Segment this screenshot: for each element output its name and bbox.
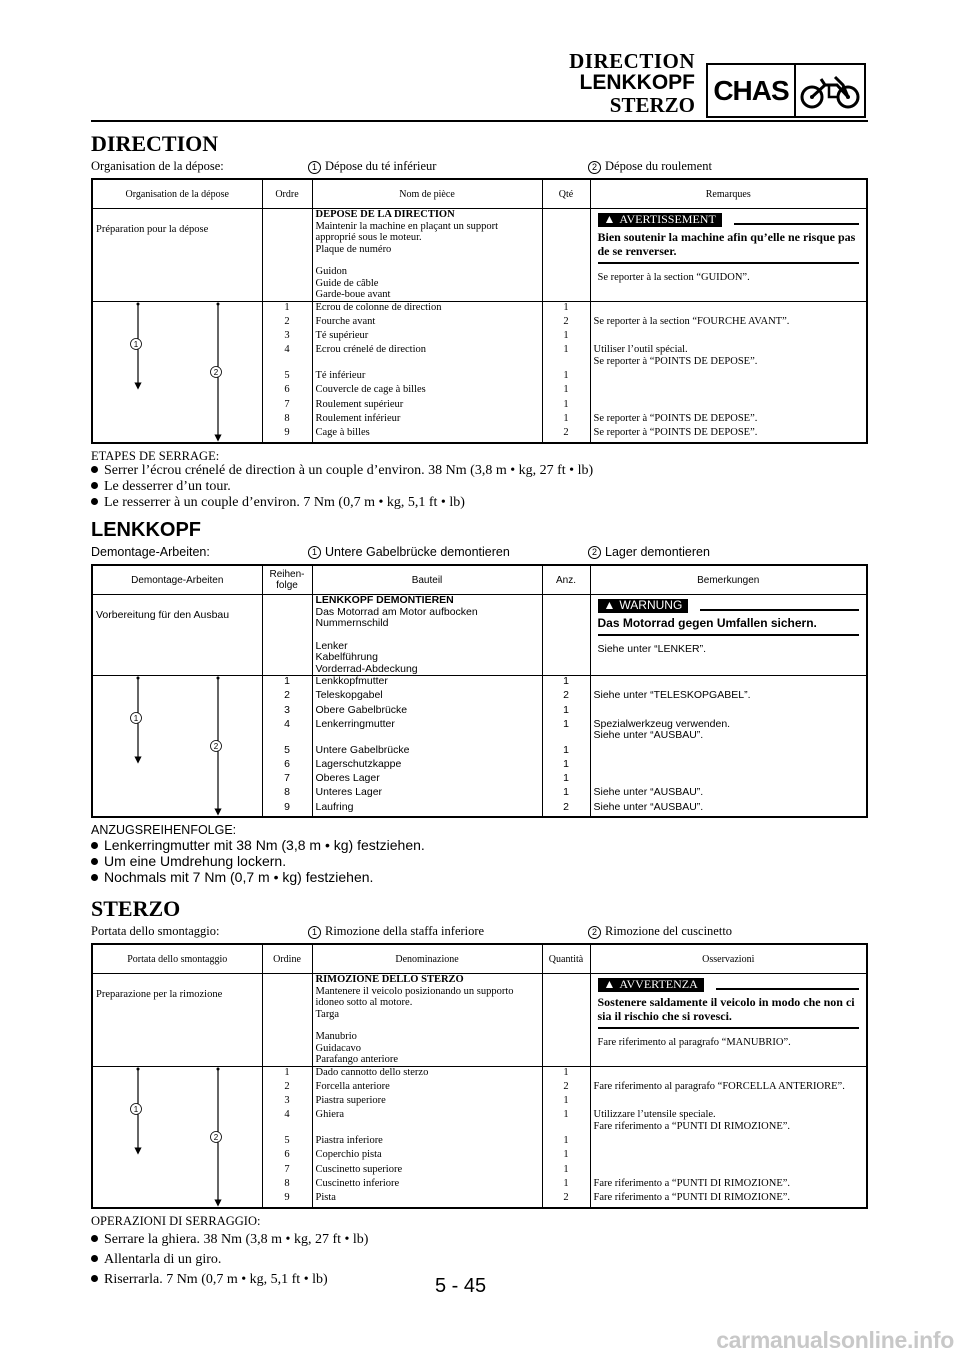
row-order: 9: [262, 802, 312, 817]
org-step-2: 2 Rimozione del cuscinetto: [588, 922, 732, 940]
row-remark: Siehe unter “TELESKOPGABEL”.: [590, 690, 867, 704]
row-remark: [590, 1095, 867, 1109]
row-remark: [590, 370, 867, 384]
table-header: Organisation de la dépose Ordre Nom de pièce Qté Remarques: [92, 179, 867, 209]
row-remark: [590, 301, 867, 316]
step-2-marker-label: 2: [213, 367, 219, 377]
row-quantity: 1: [542, 745, 590, 759]
row-quantity: 1: [542, 413, 590, 427]
header-title-de: LENKKOPF: [579, 71, 695, 94]
warning-block: ▲ AVVERTENZA Sostenere saldamente il veicolo in modo che non ci sia il rischio che si rovesci.: [598, 978, 860, 1029]
row-quantity: 1: [542, 1109, 590, 1135]
tightening-step: Um eine Umdrehung lockern.: [91, 853, 868, 869]
row-quantity: 1: [542, 1135, 590, 1149]
org-step-1: 1 Rimozione della staffa inferiore: [308, 922, 484, 940]
step-arrows: [92, 1066, 262, 1208]
step-2-marker-label: 2: [213, 1132, 219, 1142]
tightening-step: Lenkerringmutter mit 38 Nm (3,8 m • kg) festziehen.: [91, 837, 868, 853]
section-de: [91, 517, 868, 885]
warning-block: ▲ WARNUNG Das Motorrad gegen Umfallen sichern.: [598, 599, 860, 636]
row-quantity: 1: [542, 773, 590, 787]
section-title-fr: DIRECTION: [91, 131, 219, 156]
row-order: 3: [262, 330, 312, 344]
row-remark: Spezialwerkzeug verwenden. Siehe unter “AUSBAU”.: [590, 719, 867, 745]
tightening-step: Riserrarla. 7 Nm (0,7 m • kg, 5,1 ft • lb): [91, 1272, 868, 1288]
row-part-name: Cuscinetto inferiore: [312, 1178, 542, 1192]
row-quantity: 1: [542, 399, 590, 413]
row-remark: Fare riferimento a “PUNTI DI RIMOZIONE”.: [590, 1192, 867, 1207]
parts-table-it: [91, 943, 868, 1209]
row-part-name: Teleskopgabel: [312, 690, 542, 704]
row-order: 4: [262, 1109, 312, 1135]
row-remark: [590, 676, 867, 691]
step-2-marker-label: 2: [213, 742, 219, 751]
row-part-name: Untere Gabelbrücke: [312, 745, 542, 759]
step-1-marker-label: 1: [133, 339, 139, 349]
row-part-name: Ecrou de colonne de direction: [312, 301, 542, 316]
row-order: 2: [262, 1081, 312, 1095]
section-title-de: LENKKOPF: [91, 519, 201, 541]
step-arrows: [92, 301, 262, 443]
row-order: 7: [262, 399, 312, 413]
row-part-name: Roulement inférieur: [312, 413, 542, 427]
row-part-name: Unteres Lager: [312, 787, 542, 801]
table-row: [92, 1066, 867, 1081]
header-title-fr: DIRECTION: [569, 49, 695, 73]
org-step-2: 2 Lager demontieren: [588, 543, 710, 561]
row-quantity: 1: [542, 1149, 590, 1163]
row-remark: [590, 759, 867, 773]
table-header: Demontage-Arbeiten Reihen-folge Bauteil Anz. Bemerkungen: [92, 565, 867, 595]
row-quantity: 2: [542, 690, 590, 704]
tightening-step: Le resserrer à un couple d’environ. 7 Nm (0,7 m • kg, 5,1 ft • lb): [91, 495, 868, 511]
row-quantity: 1: [542, 344, 590, 370]
motorcycle-icon: [796, 65, 864, 116]
tightening-title: OPERAZIONI DI SERRAGGIO:: [91, 1213, 261, 1228]
page-number: 5 - 45: [435, 1275, 487, 1297]
row-part-name: Coperchio pista: [312, 1149, 542, 1163]
row-quantity: 1: [542, 1095, 590, 1109]
table-header: Portata dello smontaggio Ordine Denominazione Quantità Osservazioni: [92, 944, 867, 974]
row-remark: [590, 705, 867, 719]
row-part-name: Forcella anteriore: [312, 1081, 542, 1095]
org-step-1: 1 Untere Gabelbrücke demontieren: [308, 543, 510, 561]
row-remark: Se reporter à “POINTS DE DEPOSE”.: [590, 413, 867, 427]
row-part-name: Té supérieur: [312, 330, 542, 344]
warning-icon: ▲: [603, 212, 616, 226]
row-part-name: Ecrou crénelé de direction: [312, 344, 542, 370]
row-quantity: 1: [542, 301, 590, 316]
row-remark: [590, 384, 867, 398]
org-label: Demontage-Arbeiten:: [91, 545, 210, 559]
row-order: 7: [262, 773, 312, 787]
row-order: 5: [262, 745, 312, 759]
row-quantity: 2: [542, 802, 590, 817]
row-order: 8: [262, 1178, 312, 1192]
row-remark: [590, 330, 867, 344]
row-quantity: 2: [542, 316, 590, 330]
row-remark: Fare riferimento al paragrafo “FORCELLA ANTERIORE”.: [590, 1081, 867, 1095]
tightening-step: Serrare la ghiera. 38 Nm (3,8 m • kg, 27 ft • lb): [91, 1232, 868, 1248]
table-row: [92, 676, 867, 691]
row-order: 8: [262, 787, 312, 801]
section-it: [91, 896, 868, 1288]
row-order: 9: [262, 1192, 312, 1207]
row-part-name: Lenkkopfmutter: [312, 676, 542, 691]
row-part-name: Piastra inferiore: [312, 1135, 542, 1149]
row-quantity: 1: [542, 759, 590, 773]
tightening-title: ANZUGSREIHENFOLGE:: [91, 823, 237, 837]
row-quantity: 1: [542, 787, 590, 801]
row-part-name: Obere Gabelbrücke: [312, 705, 542, 719]
row-remark: [590, 1149, 867, 1163]
row-quantity: 1: [542, 719, 590, 745]
row-part-name: Té inférieur: [312, 370, 542, 384]
row-part-name: Lenkerringmutter: [312, 719, 542, 745]
step-1-marker-label: 1: [133, 714, 139, 723]
removal-steps-diagram: [96, 676, 256, 816]
row-order: 5: [262, 1135, 312, 1149]
prep-row: Préparation pour la dépose DEPOSE DE LA DIRECTION Maintenir la machine en plaçant un support approprié sous le moteur. Plaque de numéro Guidon Guide de câble Garde-boue avant ▲ AVERTISSEMENT Bien soutenir la machine afin qu’elle ne risque pas de se renverser. Se reporter à la section “GUIDON”.: [92, 209, 867, 302]
org-step-2: 2 Dépose du roulement: [588, 157, 712, 175]
chapter-label: CHAS: [708, 65, 796, 116]
removal-steps-diagram: [96, 302, 256, 442]
row-remark: [590, 745, 867, 759]
section-title-it: STERZO: [91, 896, 181, 921]
row-quantity: 1: [542, 384, 590, 398]
removal-steps-diagram: [96, 1067, 256, 1207]
header-title-it: STERZO: [609, 93, 695, 117]
org-line-de: [91, 543, 868, 561]
row-part-name: Oberes Lager: [312, 773, 542, 787]
row-order: 2: [262, 316, 312, 330]
step-arrows: [92, 676, 262, 818]
row-order: 6: [262, 759, 312, 773]
row-part-name: Laufring: [312, 802, 542, 817]
row-remark: Siehe unter “AUSBAU”.: [590, 787, 867, 801]
prep-row: Vorbereitung für den Ausbau LENKKOPF DEMONTIEREN Das Motorrad am Motor aufbocken Nummernschild Lenker Kabelführung Vorderrad-Abdeckung ▲ WARNUNG Das Motorrad gegen Umfallen sichern. Siehe unter “LENKER”.: [92, 595, 867, 676]
row-part-name: Cage à billes: [312, 427, 542, 442]
row-order: 5: [262, 370, 312, 384]
watermark: carmanualsonline.info: [716, 1327, 954, 1353]
page-header-titles: [569, 50, 695, 116]
row-part-name: Lagerschutzkappe: [312, 759, 542, 773]
row-part-name: Ghiera: [312, 1109, 542, 1135]
row-order: 1: [262, 676, 312, 691]
row-order: 4: [262, 719, 312, 745]
row-part-name: Piastra superiore: [312, 1095, 542, 1109]
row-order: 8: [262, 413, 312, 427]
row-order: 3: [262, 705, 312, 719]
row-order: 9: [262, 427, 312, 442]
row-remark: [590, 1164, 867, 1178]
tightening-step: Le desserrer d’un tour.: [91, 479, 868, 495]
row-remark: Fare riferimento a “PUNTI DI RIMOZIONE”.: [590, 1178, 867, 1192]
row-quantity: 2: [542, 1192, 590, 1207]
row-part-name: Couvercle de cage à billes: [312, 384, 542, 398]
tightening-title: ETAPES DE SERRAGE:: [91, 448, 220, 463]
row-order: 4: [262, 344, 312, 370]
row-order: 7: [262, 1164, 312, 1178]
row-quantity: 1: [542, 330, 590, 344]
row-quantity: 1: [542, 1066, 590, 1081]
prep-row: Preparazione per la rimozione RIMOZIONE DELLO STERZO Mantenere il veicolo posizionando un supporto idoneo sotto al motore. Targa Manubrio Guidacavo Parafango anteriore ▲ AVVERTENZA Sostenere saldamente il veicolo in modo che non ci sia il rischio che si rovesci. Fare riferimento al paragrafo “MANUBRIO”.: [92, 974, 867, 1067]
row-quantity: 1: [542, 1178, 590, 1192]
row-quantity: 2: [542, 427, 590, 442]
row-remark: [590, 399, 867, 413]
row-part-name: Dado cannotto dello sterzo: [312, 1066, 542, 1081]
row-quantity: 1: [542, 676, 590, 691]
row-order: 2: [262, 690, 312, 704]
row-remark: [590, 773, 867, 787]
row-part-name: Cuscinetto superiore: [312, 1164, 542, 1178]
row-part-name: Fourche avant: [312, 316, 542, 330]
row-order: 3: [262, 1095, 312, 1109]
org-line-fr: [91, 157, 868, 175]
row-order: 1: [262, 1066, 312, 1081]
org-label: Portata dello smontaggio:: [91, 924, 220, 938]
parts-table-de: [91, 564, 868, 818]
row-quantity: 1: [542, 1164, 590, 1178]
row-remark: Siehe unter “AUSBAU”.: [590, 802, 867, 817]
org-line-it: [91, 922, 868, 940]
row-remark: Se reporter à la section “FOURCHE AVANT”.: [590, 316, 867, 330]
row-quantity: 1: [542, 370, 590, 384]
section-fr: [91, 131, 868, 511]
row-remark: [590, 1066, 867, 1081]
warning-icon: ▲: [603, 598, 616, 612]
header-rule: [91, 120, 868, 122]
row-remark: Utilizzare l’utensile speciale. Fare riferimento a “PUNTI DI RIMOZIONE”.: [590, 1109, 867, 1135]
row-order: 6: [262, 384, 312, 398]
chapter-badge: [706, 63, 866, 118]
row-remark: Utiliser l’outil spécial. Se reporter à “POINTS DE DEPOSE”.: [590, 344, 867, 370]
row-part-name: Roulement supérieur: [312, 399, 542, 413]
step-1-marker-label: 1: [133, 1104, 139, 1114]
tightening-step: Serrer l’écrou crénelé de direction à un couple d’environ. 38 Nm (3,8 m • kg, 27 ft • lb): [91, 463, 868, 479]
warning-block: ▲ AVERTISSEMENT Bien soutenir la machine afin qu’elle ne risque pas de se renverser.: [598, 213, 860, 264]
row-quantity: 2: [542, 1081, 590, 1095]
row-remark: Se reporter à “POINTS DE DEPOSE”.: [590, 427, 867, 442]
table-row: [92, 301, 867, 316]
org-step-1: 1 Dépose du té inférieur: [308, 157, 436, 175]
row-remark: [590, 1135, 867, 1149]
tightening-step: Nochmals mit 7 Nm (0,7 m • kg) festziehen.: [91, 869, 868, 885]
row-order: 6: [262, 1149, 312, 1163]
parts-table-fr: [91, 178, 868, 444]
row-order: 1: [262, 301, 312, 316]
warning-icon: ▲: [603, 977, 616, 991]
org-label: Organisation de la dépose:: [91, 159, 224, 173]
row-quantity: 1: [542, 705, 590, 719]
tightening-step: Allentarla di un giro.: [91, 1252, 868, 1268]
row-part-name: Pista: [312, 1192, 542, 1207]
